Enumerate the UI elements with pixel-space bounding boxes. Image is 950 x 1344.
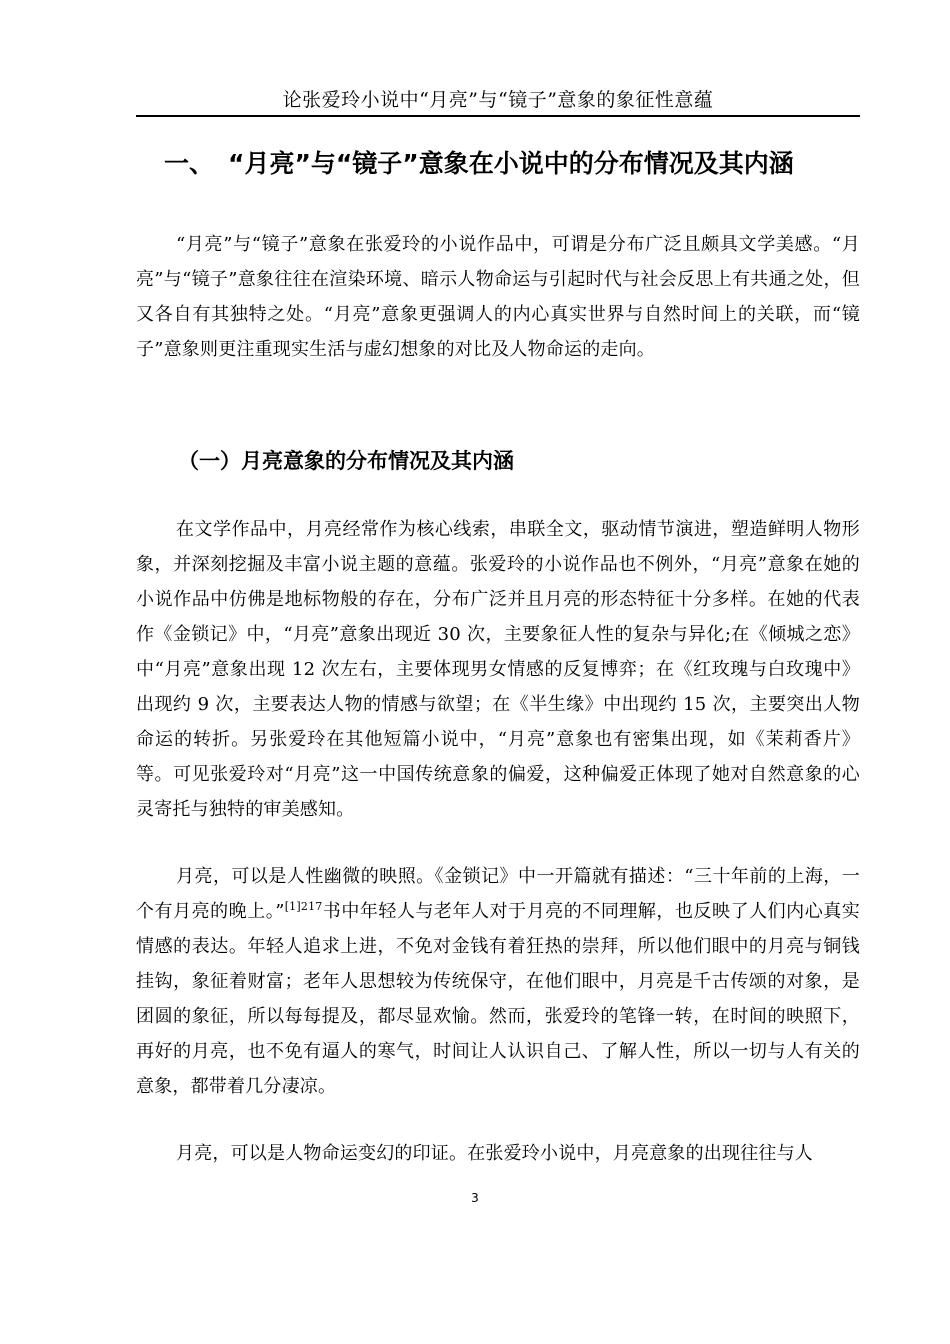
running-header: 论张爱玲小说中“月亮”与“镜子”意象的象征性意蕴 <box>282 89 714 111</box>
subsection-heading: （一）月亮意象的分布情况及其内涵 <box>178 449 514 473</box>
humanity-text-after-citation: 书中年轻人与老年人对于月亮的不同理解，也反映了人们内心真实情感的表达。年轻人追求上进，不免对金钱有着狂热的崇拜，所以他们眼中的月亮与铜钱挂钩，象征着财富；老年人思想较为传统保守，在他们眼中，月亮是千古传颂的对象，是团圆的象征，所以每每提及，都尽显欢愉。然而，张爱玲的笔锋一转，在时间的映照下，再好的月亮，也不免有逼人的寒气，时间让人认识自己、了解人性，所以一切与人有关的意象，都带着几分凄凉。 <box>136 901 860 1097</box>
distribution-paragraph: 在文学作品中，月亮经常作为核心线索，串联全文，驱动情节演进，塑造鲜明人物形象，并深刻挖掘及丰富小说主题的意蕴。张爱玲的小说作品也不例外，“月亮”意象在她的小说作品中仿佛是地标物般的存在，分布广泛并且月亮的形态特征十分多样。在她的代表作《金锁记》中，“月亮”意象出现近 30 次，主要象征人性的复杂与异化;在《倾城之恋》中“月亮”意象出现 12 次左右，主要体现男女情感的反复博弈；在《红玫瑰与白玫瑰中》出现约 9 次，主要表达人物的情感与欲望；在《半生缘》中出现约 15 次，主要突出人物命运的转折。另张爱玲在其他短篇小说中，“月亮”意象也有密集出现，如《茉莉香片》等。可见张爱玲对“月亮”这一中国传统意象的偏爱，这种偏爱正体现了她对自然意象的心灵寄托与独特的审美感知。 <box>136 519 860 820</box>
humanity-text-before-citation: 月亮，可以是人性幽微的映照。《金锁记》中一开篇就有描述：“三十年前的上海，一个有月亮的晚上。” <box>136 866 860 922</box>
page-number: 3 <box>471 1191 479 1205</box>
humanity-paragraph <box>136 859 860 1104</box>
section-title: “月亮”与“镜子”意象在小说中的分布情况及其内涵 <box>228 149 794 178</box>
section-number: 一、 <box>164 149 215 178</box>
section-heading <box>164 146 864 182</box>
citation-marker: [1]217 <box>284 900 323 913</box>
fate-paragraph: 月亮，可以是人物命运变幻的印证。在张爱玲小说中，月亮意象的出现往往与人 <box>176 1143 813 1164</box>
header-divider <box>136 115 860 117</box>
intro-paragraph: “月亮”与“镜子”意象在张爱玲的小说作品中，可谓是分布广泛且颇具文学美感。“月亮”与“镜子”意象往往在渲染环境、暗示人物命运与引起时代与社会反思上有共通之处，但又各自有其独特之处。“月亮”意象更强调人的内心真实世界与自然时间上的关联，而“镜子”意象则更注重现实生活与虚幻想象的对比及人物命运的走向。 <box>136 234 860 360</box>
